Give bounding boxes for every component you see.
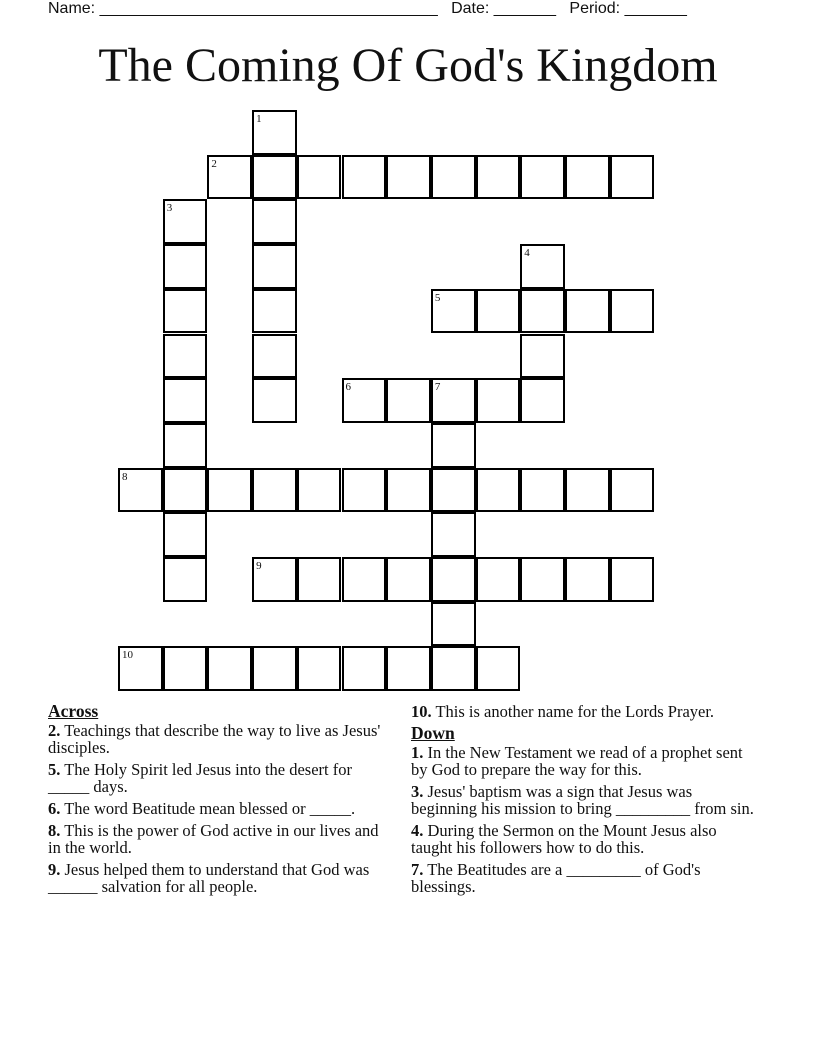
grid-cell[interactable] bbox=[252, 110, 297, 155]
clue-text: In the New Testament we read of a prophet sent by God to prepare the way for this. bbox=[411, 743, 743, 779]
clue-text: This is another name for the Lords Prayer. bbox=[435, 702, 715, 721]
grid-cell[interactable] bbox=[342, 378, 387, 423]
grid-cell[interactable] bbox=[520, 378, 565, 423]
grid-cell[interactable] bbox=[431, 468, 476, 513]
grid-cell[interactable] bbox=[386, 378, 431, 423]
grid-cell[interactable] bbox=[163, 468, 208, 513]
grid-cell[interactable] bbox=[520, 468, 565, 513]
grid-cell[interactable] bbox=[252, 334, 297, 379]
clue-item bbox=[411, 861, 761, 895]
clue-text: The word Beatitude mean blessed or _____. bbox=[64, 799, 356, 818]
grid-cell[interactable] bbox=[163, 512, 208, 557]
clue-number: 1 bbox=[256, 113, 262, 125]
grid-cell[interactable] bbox=[520, 289, 565, 334]
grid-cell[interactable] bbox=[163, 557, 208, 602]
grid-cell[interactable] bbox=[342, 468, 387, 513]
name-label: Name: bbox=[48, 0, 96, 17]
grid-cell[interactable] bbox=[342, 557, 387, 602]
grid-cell[interactable] bbox=[520, 244, 565, 289]
grid-cell[interactable] bbox=[118, 468, 163, 513]
grid-cell[interactable] bbox=[431, 423, 476, 468]
clue-text: During the Sermon on the Mount Jesus also taught his followers how to do this. bbox=[411, 821, 717, 857]
grid-cell[interactable] bbox=[342, 155, 387, 200]
clue-number: 8 bbox=[122, 470, 128, 483]
grid-cell[interactable] bbox=[297, 557, 342, 602]
grid-cell[interactable] bbox=[476, 646, 521, 691]
grid-cell[interactable] bbox=[297, 155, 342, 200]
grid-cell[interactable] bbox=[386, 468, 431, 513]
clue-number: 5 bbox=[434, 291, 441, 304]
clue-item bbox=[48, 761, 393, 795]
grid-cell[interactable] bbox=[163, 423, 208, 468]
date-field[interactable]: _______ bbox=[493, 0, 557, 17]
across-clues bbox=[48, 703, 393, 900]
grid-cell[interactable] bbox=[252, 199, 297, 244]
grid-cell[interactable] bbox=[386, 557, 431, 602]
clue-num: 7. bbox=[411, 860, 424, 879]
clue-text: This is the power of God active in our lives and in the world. bbox=[48, 821, 379, 857]
clue-number: 3 bbox=[166, 202, 173, 215]
clue-item bbox=[411, 822, 761, 856]
grid-cell[interactable] bbox=[207, 155, 252, 200]
grid-cell[interactable] bbox=[118, 646, 163, 691]
header-fields bbox=[48, 0, 687, 18]
grid-cell[interactable] bbox=[297, 468, 342, 513]
across-heading: Across bbox=[48, 701, 99, 721]
clue-num: 9. bbox=[48, 860, 61, 879]
clue-number: 7 bbox=[434, 381, 441, 394]
clue-item bbox=[411, 744, 761, 778]
grid-cell[interactable] bbox=[163, 334, 208, 379]
grid-cell[interactable] bbox=[476, 155, 521, 200]
grid-cell[interactable] bbox=[207, 468, 252, 513]
grid-cell[interactable] bbox=[252, 244, 297, 289]
grid-cell[interactable] bbox=[252, 646, 297, 691]
grid-cell[interactable] bbox=[431, 602, 476, 647]
clue-item bbox=[48, 800, 393, 817]
clue-text: The Holy Spirit led Jesus into the desert for _____ days. bbox=[48, 760, 352, 796]
grid-cell[interactable] bbox=[431, 155, 476, 200]
clue-text: Jesus helped them to understand that God was ______ salvation for all people. bbox=[48, 860, 370, 896]
clue-item bbox=[411, 783, 761, 817]
clue-num: 5. bbox=[48, 760, 61, 779]
grid-cell[interactable] bbox=[520, 155, 565, 200]
grid-cell[interactable] bbox=[565, 155, 610, 200]
grid-cell[interactable] bbox=[520, 557, 565, 602]
grid-cell[interactable] bbox=[386, 646, 431, 691]
clue-number: 4 bbox=[524, 247, 530, 260]
grid-cell[interactable] bbox=[476, 468, 521, 513]
clue-item bbox=[411, 703, 761, 720]
clue-num: 1. bbox=[411, 743, 424, 762]
clue-text: The Beatitudes are a _________ of God's blessings. bbox=[411, 860, 701, 896]
clue-number: 6 bbox=[345, 381, 351, 394]
grid-cell[interactable] bbox=[163, 646, 208, 691]
grid-cell[interactable] bbox=[565, 468, 610, 513]
grid-cell[interactable] bbox=[476, 378, 521, 423]
grid-cell[interactable] bbox=[520, 334, 565, 379]
grid-cell[interactable] bbox=[252, 378, 297, 423]
page-title: The Coming Of God's Kingdom bbox=[98, 39, 718, 92]
grid-cell[interactable] bbox=[163, 289, 208, 334]
clue-item bbox=[48, 822, 393, 856]
grid-cell[interactable] bbox=[252, 557, 297, 602]
name-field[interactable]: ______________________________________ bbox=[99, 0, 438, 17]
grid-cell[interactable] bbox=[610, 289, 655, 334]
grid-cell[interactable] bbox=[431, 646, 476, 691]
clue-item bbox=[48, 861, 393, 895]
clue-item bbox=[48, 722, 393, 756]
grid-cell[interactable] bbox=[476, 289, 521, 334]
grid-cell[interactable] bbox=[610, 468, 655, 513]
period-field[interactable]: _______ bbox=[624, 0, 687, 17]
clue-num: 2. bbox=[48, 721, 61, 740]
down-heading: Down bbox=[411, 723, 455, 743]
grid-cell[interactable] bbox=[252, 289, 297, 334]
grid-cell[interactable] bbox=[342, 646, 387, 691]
grid-cell[interactable] bbox=[163, 199, 208, 244]
grid-cell[interactable] bbox=[610, 155, 655, 200]
clue-number: 9 bbox=[256, 560, 262, 572]
grid-cell[interactable] bbox=[476, 557, 521, 602]
grid-cell[interactable] bbox=[431, 557, 476, 602]
grid-cell[interactable] bbox=[297, 646, 342, 691]
grid-cell[interactable] bbox=[386, 155, 431, 200]
grid-cell[interactable] bbox=[207, 646, 252, 691]
clue-text: Jesus' baptism was a sign that Jesus was beginning his mission to bring _________ from sin. bbox=[411, 782, 754, 818]
grid-cell[interactable] bbox=[252, 468, 297, 513]
clue-number: 10 bbox=[122, 649, 133, 662]
grid-cell[interactable] bbox=[163, 378, 208, 423]
grid-cell[interactable] bbox=[610, 557, 655, 602]
date-label: Date: bbox=[451, 0, 490, 17]
grid-cell[interactable] bbox=[431, 289, 476, 334]
grid-cell[interactable] bbox=[565, 557, 610, 602]
grid-cell[interactable] bbox=[431, 378, 476, 423]
grid-cell[interactable] bbox=[252, 155, 297, 200]
clue-text: Teachings that describe the way to live as Jesus' disciples. bbox=[48, 721, 381, 757]
grid-cell[interactable] bbox=[565, 289, 610, 334]
down-clues bbox=[411, 703, 761, 900]
grid-cell[interactable] bbox=[163, 244, 208, 289]
clue-num: 6. bbox=[48, 799, 61, 818]
clue-num: 3. bbox=[411, 782, 424, 801]
clue-num: 8. bbox=[48, 821, 61, 840]
clue-num: 4. bbox=[411, 821, 424, 840]
grid-cell[interactable] bbox=[431, 512, 476, 557]
clue-number: 2 bbox=[211, 157, 217, 170]
clue-num: 10. bbox=[411, 702, 432, 721]
period-label: Period: bbox=[569, 0, 621, 17]
